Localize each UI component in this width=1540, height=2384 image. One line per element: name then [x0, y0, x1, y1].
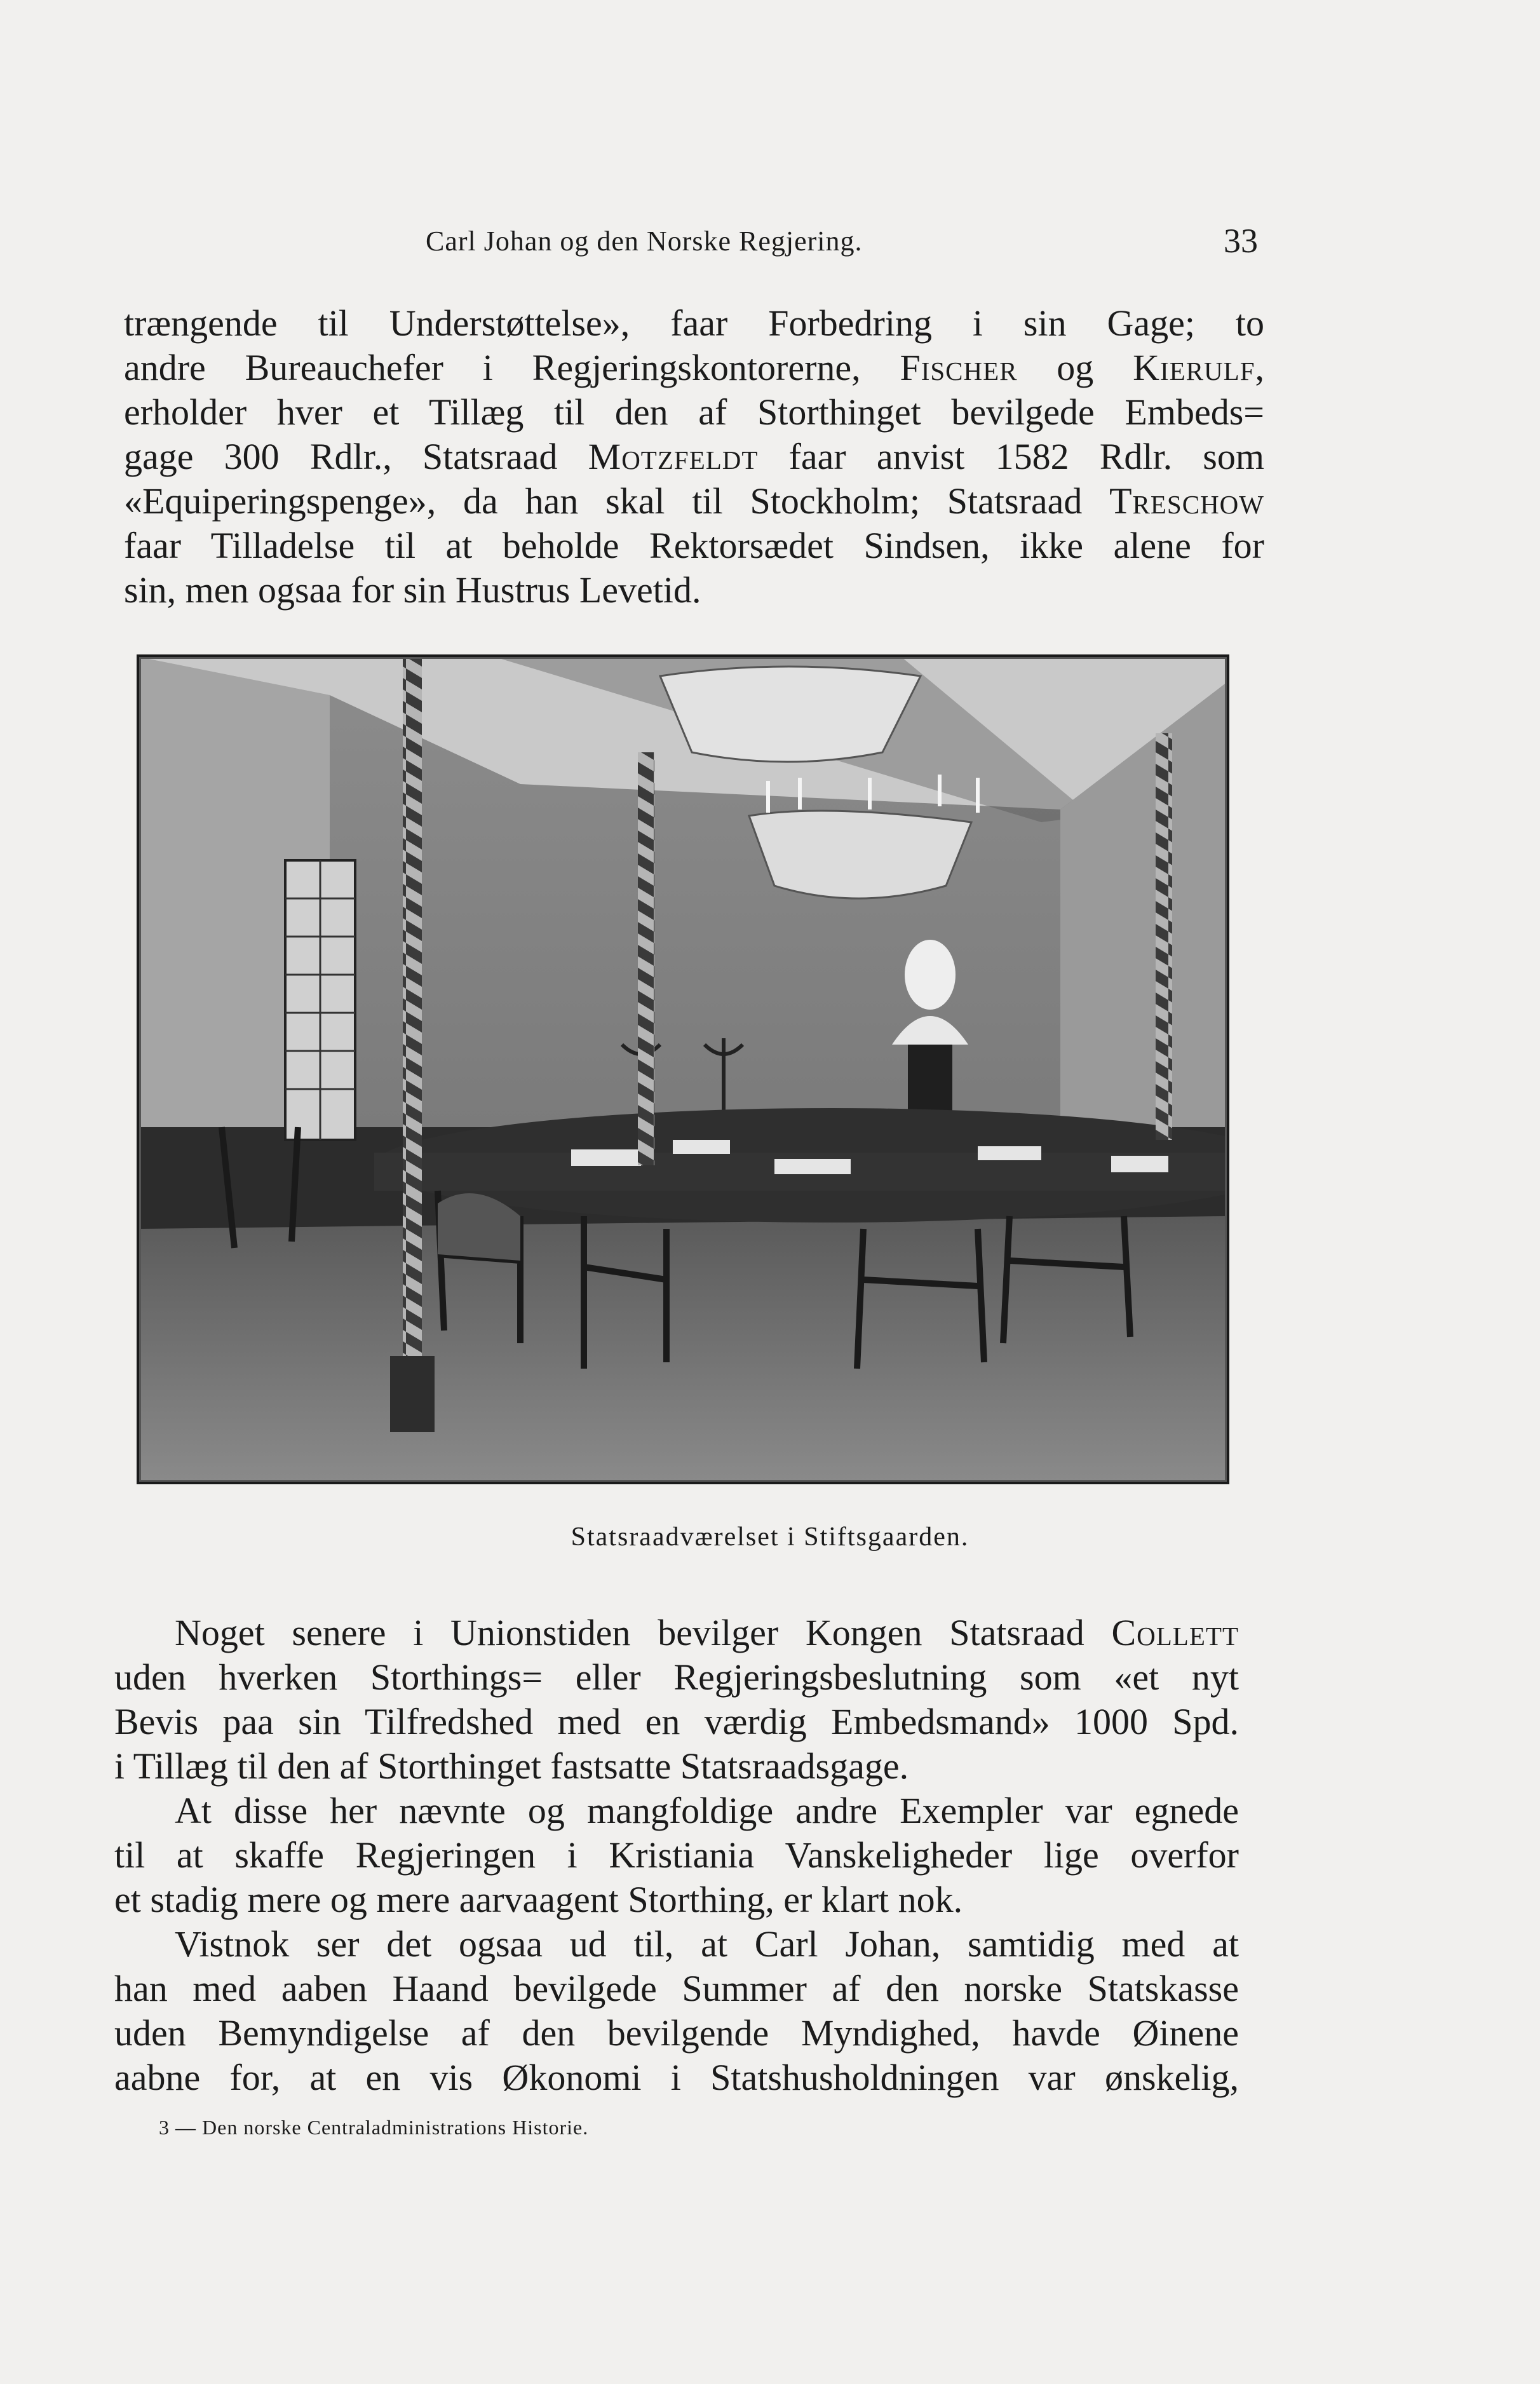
photograph-council-room: [137, 654, 1229, 1484]
text-line: At disse her nævnte og mangfoldige andre Exempler var egnede: [175, 1790, 1239, 1831]
name-kierulf: Kierulf: [1133, 347, 1255, 388]
text-line: uden Bemyndigelse af den bevilgende Myndighed, havde Øinene: [114, 2012, 1239, 2054]
text-line: andre Bureauchefer i Regjeringskontorerne, Fischer og Kierulf,: [124, 347, 1264, 388]
paragraph-1: [124, 301, 1264, 613]
text-line: til at skaffe Regjeringen i Kristiania Vanskeligheder lige overfor: [114, 1834, 1239, 1876]
name-fischer: Fischer: [900, 347, 1018, 388]
text-line: Vistnok ser det ogsaa ud til, at Carl Johan, samtidig med at: [175, 1923, 1239, 1965]
paragraph-block-2: [114, 1611, 1239, 2100]
name-motzfeldt: Motzfeldt: [588, 436, 759, 477]
text-line: sin, men ogsaa for sin Hustrus Levetid.: [124, 569, 701, 611]
text-line: Noget senere i Unionstiden bevilger Kongen Statsraad Collett: [175, 1612, 1239, 1653]
photograph-drawing: [139, 657, 1227, 1482]
name-treschow: Treschow: [1109, 480, 1264, 522]
text-line: et stadig mere og mere aarvaagent Storthing, er klart nok.: [114, 1879, 963, 1920]
text-line: erholder hver et Tillæg til den af Storthinget bevilgede Embeds=: [124, 391, 1264, 433]
text-line: uden hverken Storthings= eller Regjeringsbeslutning som «et nyt: [114, 1656, 1239, 1698]
text-line: faar Tilladelse til at beholde Rektorsædet Sindsen, ikke alene for: [124, 525, 1264, 566]
text-line: «Equiperingspenge», da han skal til Stockholm; Statsraad Treschow: [124, 480, 1264, 522]
page-number: 33: [1224, 222, 1258, 260]
footnote: 3 — Den norske Centraladministrations Historie.: [159, 2116, 589, 2139]
text-line: i Tillæg til den af Storthinget fastsatte Statsraadsgage.: [114, 1745, 909, 1787]
running-head-title: Carl Johan og den Norske Regjering.: [426, 226, 863, 257]
name-collett: Collett: [1111, 1612, 1239, 1653]
text-line: aabne for, at en vis Økonomi i Statshusholdningen var ønskelig,: [114, 2057, 1239, 2098]
text-line: han med aaben Haand bevilgede Summer af den norske Statskasse: [114, 1968, 1239, 2009]
text-line: Bevis paa sin Tilfredshed med en værdig Embedsmand» 1000 Spd.: [114, 1701, 1239, 1742]
text-line: trængende til Understøttelse», faar Forbedring i sin Gage; to: [124, 302, 1264, 344]
running-head: [114, 216, 1258, 267]
figure-caption: Statsraadværelset i Stiftsgaarden.: [571, 1522, 969, 1552]
text-line: gage 300 Rdlr., Statsraad Motzfeldt faar anvist 1582 Rdlr. som: [124, 436, 1264, 477]
